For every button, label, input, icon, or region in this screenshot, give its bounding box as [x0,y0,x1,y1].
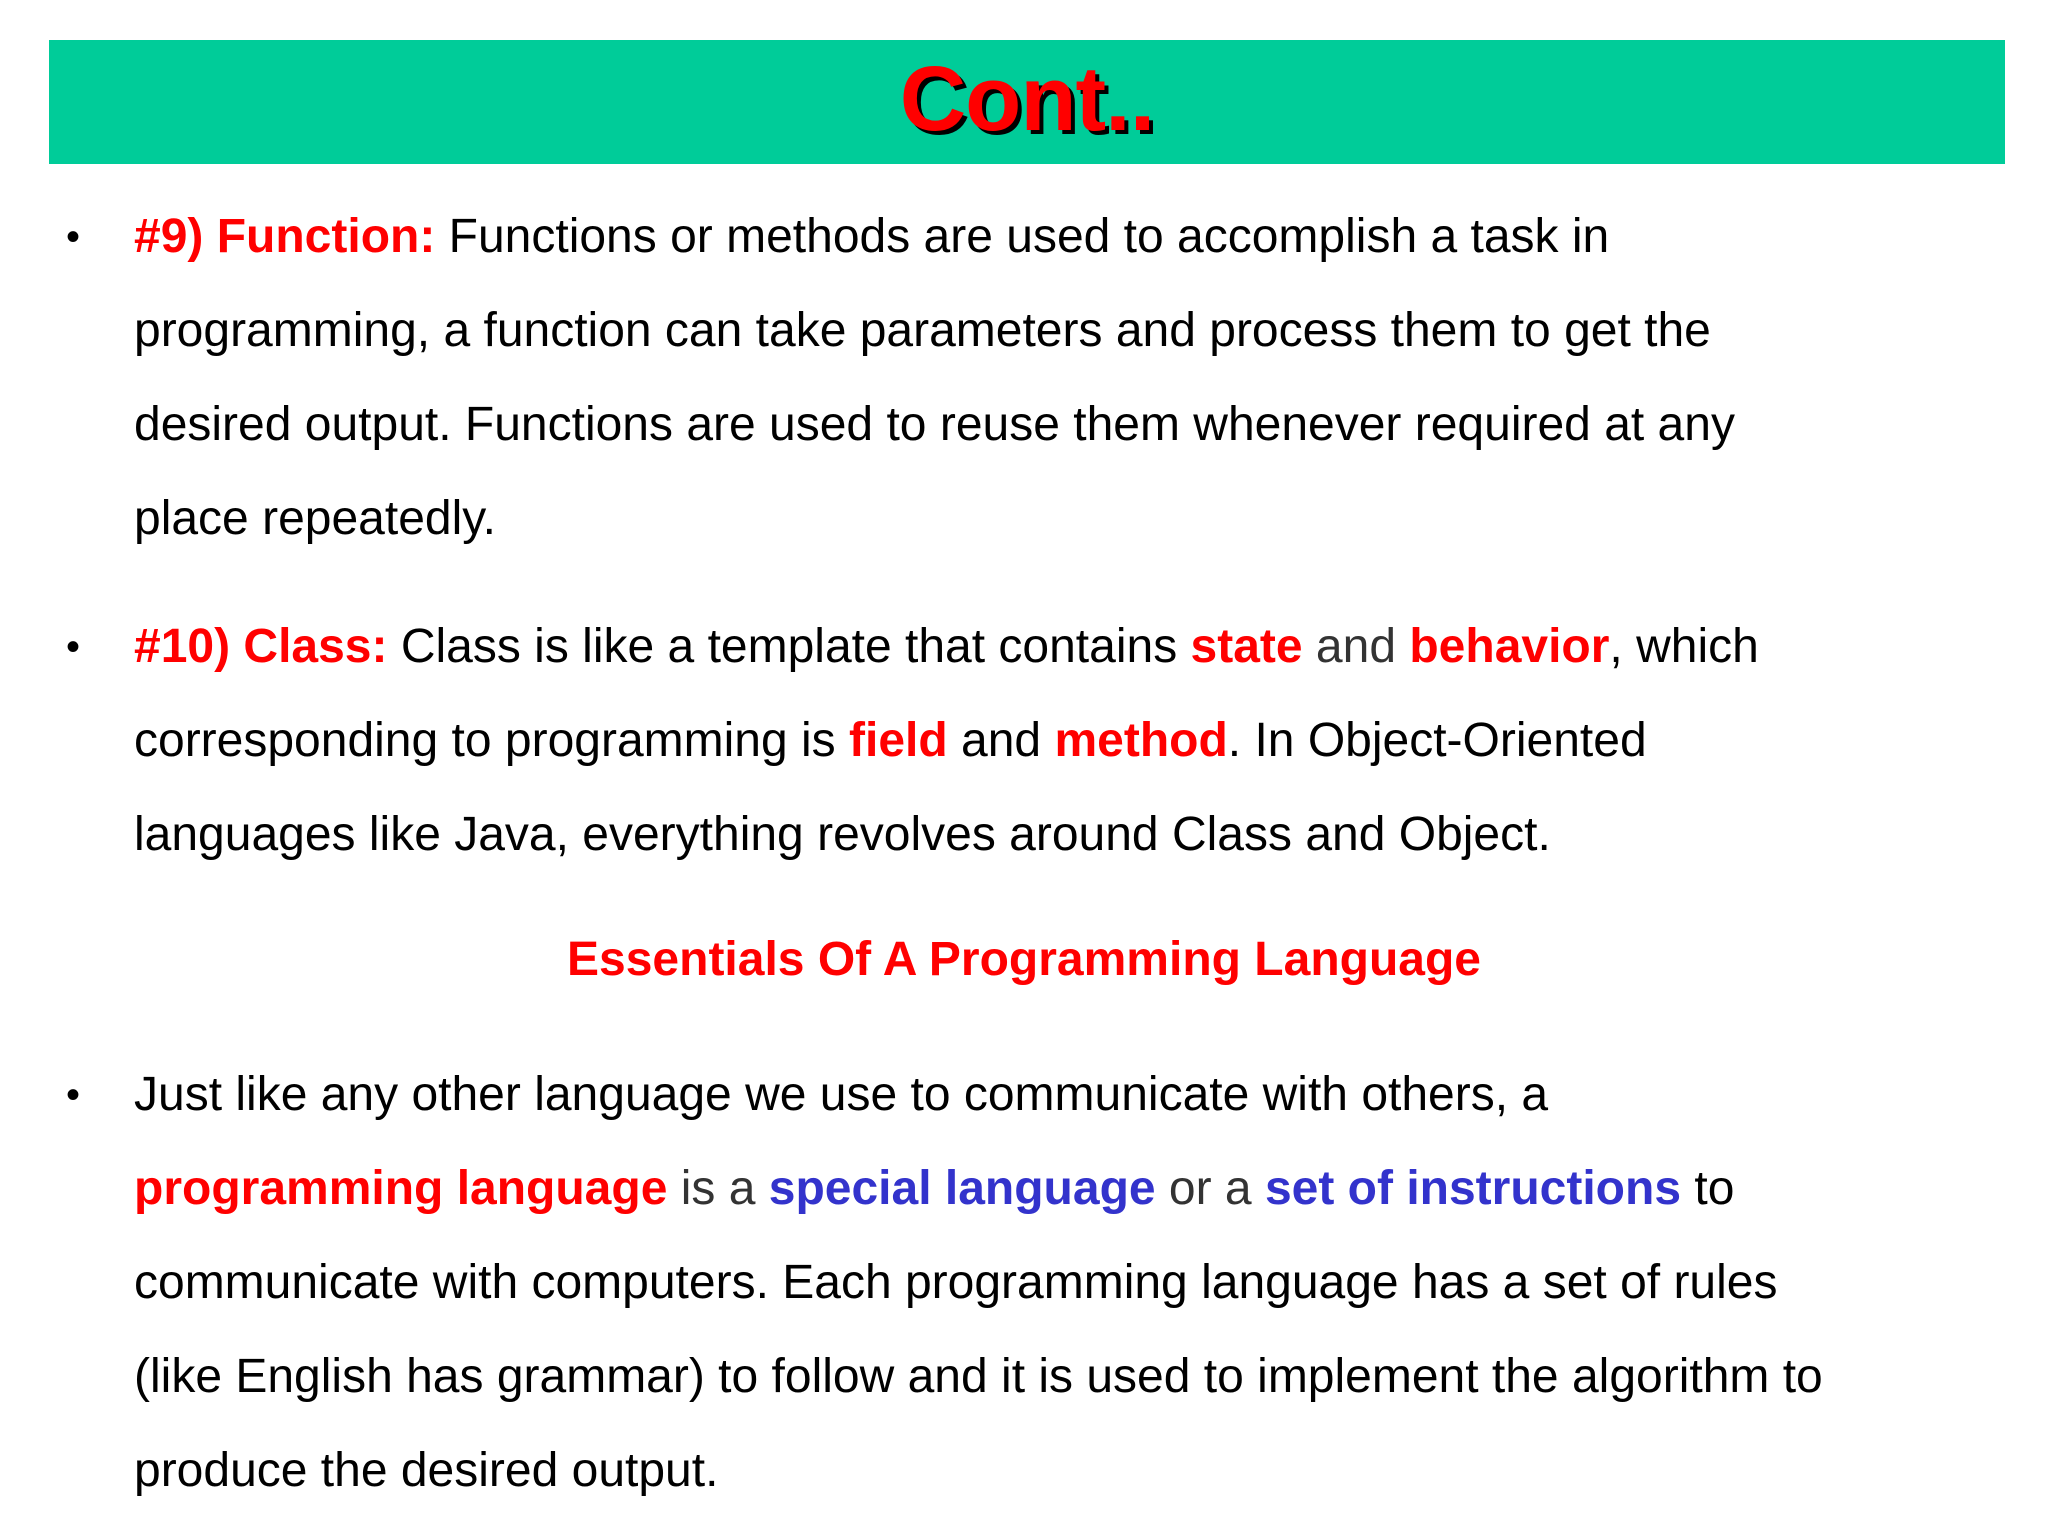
bullet-class-line-1 [134,600,2014,694]
pl-text-2: is a [667,1162,769,1215]
pl-text-4: to [1681,1162,1735,1215]
keyword-programming-language: programming language [134,1162,668,1215]
bullet-pl-line-4: (like English has grammar) to follow and it is used to implement the algorithm to [134,1350,1823,1403]
pl-text-3: or a [1155,1162,1265,1215]
bullet-programming-language-body [134,1048,2014,1518]
bullet-function-line-1 [134,190,2014,284]
class-text-5: and [947,714,1055,767]
bullet-function-line-3: desired output. Functions are used to reuse them whenever required at any [134,398,1735,451]
bullet-dot-icon: • [66,215,81,259]
title-bar [49,40,2005,164]
slide-title: Cont.. [899,48,1155,150]
bullet-pl-line-2 [134,1142,2014,1236]
section-heading: Essentials Of A Programming Language [567,933,1481,986]
class-text-2: and [1302,620,1410,673]
bullet-pl-line-3: communicate with computers. Each programming language has a set of rules [134,1256,1778,1309]
bullet-dot-icon: • [66,625,81,669]
class-text-1: Class is like a template that contains [387,620,1191,673]
bullet-function-line-4: place repeatedly. [134,492,497,545]
keyword-field: field [849,714,948,767]
bullet-dot-icon: • [66,1073,81,1117]
bullet-class-line-3: languages like Java, everything revolves around Class and Object. [134,808,1551,861]
keyword-set-of-instructions: set of instructions [1264,1162,1682,1215]
bullet-pl-line-1: Just like any other language we use to communicate with others, a [134,1068,1549,1121]
class-text-4: corresponding to programming is [134,714,850,767]
bullet-pl-line-5: produce the desired output. [134,1444,719,1497]
term-function: #9) Function: [134,210,436,263]
keyword-state: state [1190,620,1303,673]
keyword-special-language: special language [768,1162,1156,1215]
bullet-function-line-2: programming, a function can take parameters and process them to get the [134,304,1711,357]
class-text-3: , which [1609,620,1759,673]
term-class: #10) Class: [134,620,388,673]
bullet-class-body [134,600,2014,882]
bullet-class-line-2 [134,694,2014,788]
function-text-1: Functions or methods are used to accomplish a task in [435,210,1610,263]
bullet-function-body [134,190,2014,566]
keyword-method: method [1054,714,1228,767]
class-text-6: . In Object-Oriented [1227,714,1647,767]
keyword-behavior: behavior [1409,620,1610,673]
